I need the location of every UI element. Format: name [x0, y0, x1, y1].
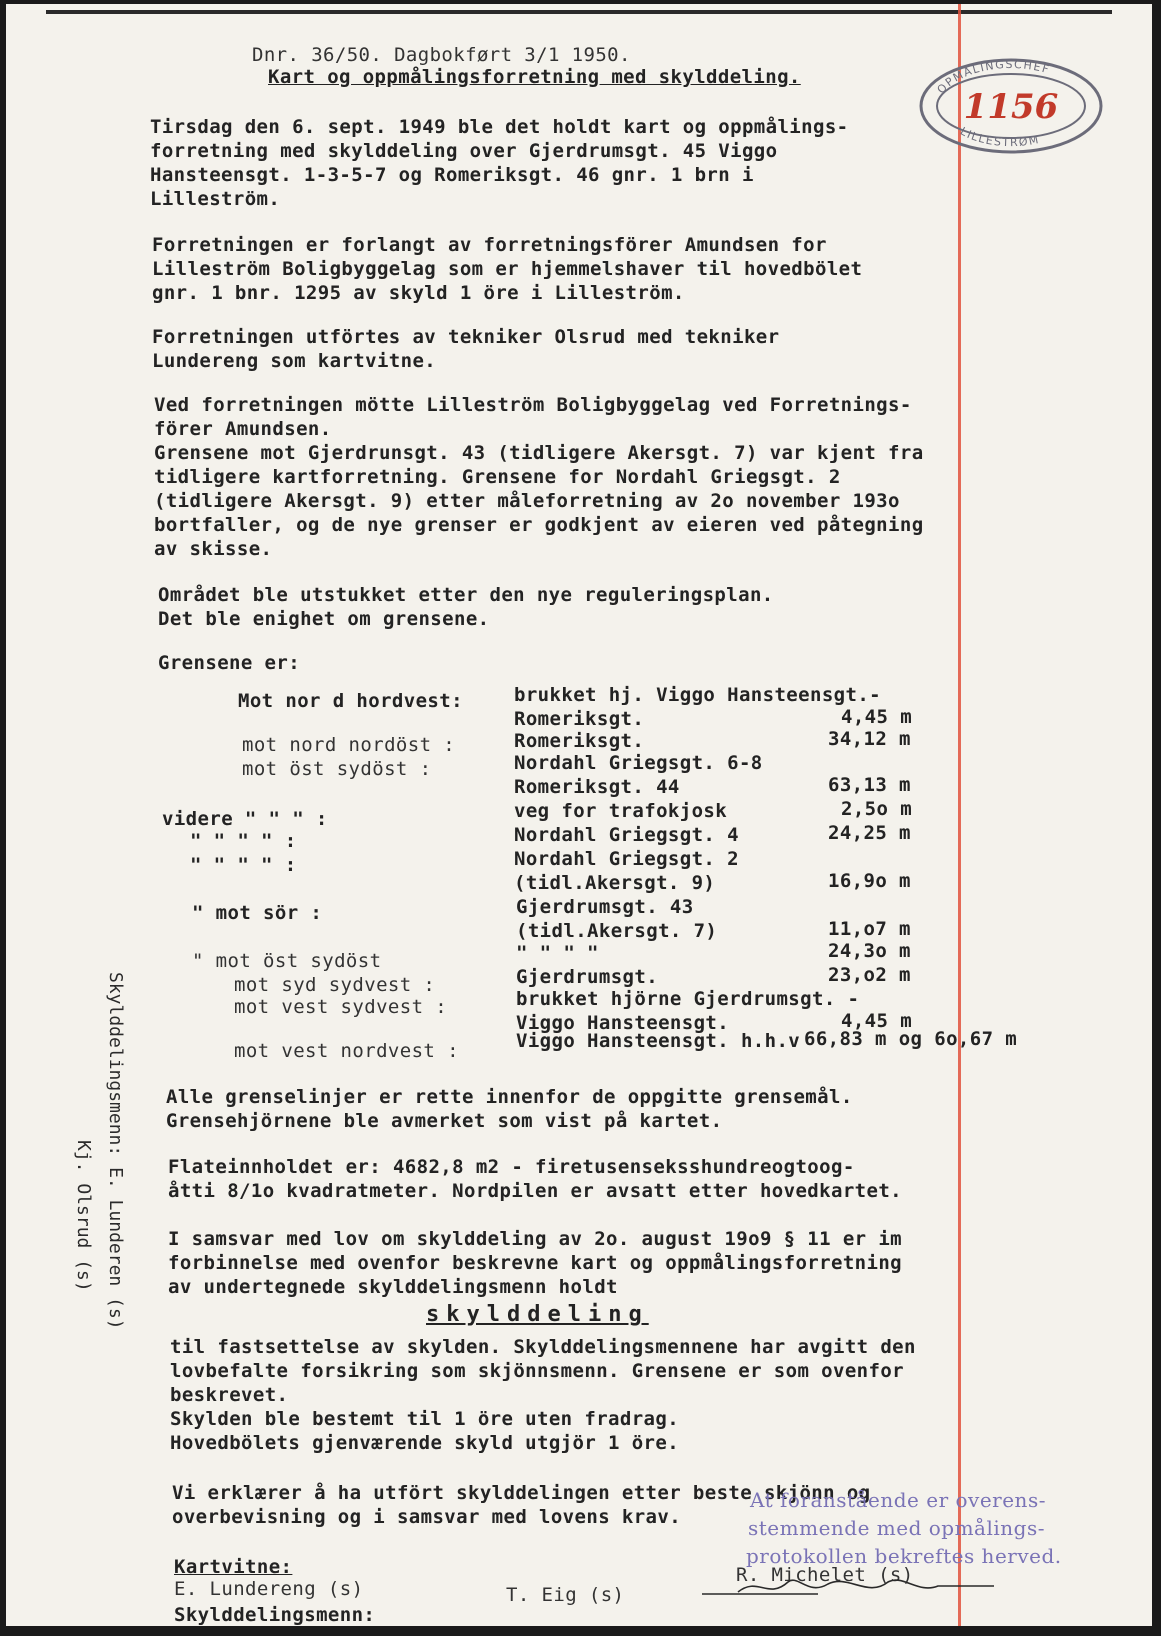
boundary-desc-14: Viggo Hansteensgt. — [516, 1012, 730, 1034]
boundary-desc-7: Nordahl Griegsgt. 2 — [514, 848, 739, 870]
performed-line-1: Forretningen utförtes av tekniker Olsrud med tekniker — [152, 326, 780, 348]
boundary-desc-1: Romeriksgt. — [514, 708, 645, 730]
declaration-line-2: overbevisning og i samsvar med lovens krav. — [172, 1506, 682, 1528]
boundary-len-12: 23,o2 m — [828, 964, 911, 986]
certification-line-3: protokollen bekreftes herved. — [746, 1544, 1062, 1568]
attendance-line-3: Grensene mot Gjerdrunsgt. 43 (tidligere Akersgt. 7) var kjent fra — [154, 442, 924, 464]
requested-line-2: Lilleström Boligbyggelag som er hjemmelshaver til hovedbölet — [152, 258, 863, 280]
staked-line-2: Det ble enighet om grensene. — [158, 608, 490, 630]
staked-line-1: Området ble utstukket etter den nye reguleringsplan. — [158, 584, 774, 606]
boundary-desc-4: Romeriksgt. 44 — [514, 776, 680, 798]
boundaries-intro: Grensene er: — [158, 652, 301, 674]
certification-line-1: At foranstående er overens- — [750, 1488, 1046, 1512]
document-page — [6, 4, 1152, 1626]
valuation-line-3: beskrevet. — [170, 1384, 289, 1406]
law-line-1: I samsvar med lov om skylddeling av 2o. august 19o9 § 11 er im — [168, 1228, 903, 1250]
boundary-dir-3: mot öst sydöst : — [242, 758, 432, 780]
boundary-desc-6: Nordahl Griegsgt. 4 — [514, 824, 739, 846]
law-line-2: forbinnelse med ovenfor beskrevne kart og oppmålingsforretning — [168, 1252, 903, 1274]
top-border — [46, 10, 1112, 14]
attendance-line-5: (tidligere Akersgt. 9) etter måleforretning av 2o november 193o — [154, 490, 900, 512]
stamp-number: 1156 — [963, 87, 1059, 127]
handwritten-signature — [698, 1572, 998, 1602]
intro-line-4: Lilleström. — [150, 188, 281, 210]
requested-line-1: Forretningen er forlangt av forretningsförer Amundsen for — [152, 234, 827, 256]
attendance-line-2: förer Amundsen. — [154, 418, 332, 440]
requested-line-3: gnr. 1 bnr. 1295 av skyld 1 öre i Lilleström. — [152, 282, 685, 304]
intro-line-2: forretning med skylddeling over Gjerdrumsgt. 45 Viggo — [150, 140, 778, 162]
boundary-len-10: 11,o7 m — [828, 918, 911, 940]
stamp-text-top: OPMÅLINGSCHEF — [934, 57, 1052, 97]
kartvitne-label: Kartvitne: — [174, 1556, 293, 1578]
boundary-desc-13: brukket hjörne Gjerdrumsgt. - — [516, 988, 860, 1010]
boundary-len-2: 34,12 m — [828, 728, 911, 750]
boundary-desc-12: Gjerdrumsgt. — [516, 966, 659, 988]
document-title: Kart og oppmålingsforretning med skylddeling. — [268, 66, 801, 88]
stamp-text-bottom: LILLESTRØM — [957, 124, 1041, 150]
straight-line-1: Alle grenselinjer er rette innenfor de oppgitte grensemål. — [166, 1086, 853, 1108]
office-stamp — [916, 56, 1106, 156]
skylddeling-heading: skylddeling — [426, 1302, 649, 1327]
boundary-desc-3: Nordahl Griegsgt. 6-8 — [514, 752, 763, 774]
eig-signature: T. Eig (s) — [506, 1584, 625, 1606]
valuation-line-4: Skylden ble bestemt til 1 öre uten fradrag. — [170, 1408, 680, 1430]
attendance-line-6: bortfaller, og de nye grenser er godkjent av eieren ved påtegning — [154, 514, 924, 536]
boundary-dir-0: Mot nor d hordvest: — [238, 690, 463, 712]
kartvitne-name: E. Lundereng (s) — [174, 1578, 364, 1600]
stamp-text-bottom-svg — [958, 125, 1041, 149]
journal-line: Dnr. 36/50. Dagbokført 3/1 1950. — [252, 44, 631, 66]
valuation-line-5: Hovedbölets gjenværende skyld utgjör 1 öre. — [170, 1432, 680, 1454]
performed-line-2: Lundereng som kartvitne. — [152, 350, 437, 372]
boundary-desc-0: brukket hj. Viggo Hansteensgt.- — [514, 684, 882, 706]
boundary-len-4: 63,13 m — [828, 774, 911, 796]
boundary-len-8: 16,9o m — [828, 870, 911, 892]
boundary-len-11: 24,3o m — [828, 940, 911, 962]
boundary-desc-2: Romeriksgt. — [514, 730, 645, 752]
boundary-dir-7: " " " " : — [190, 854, 297, 876]
boundary-desc-15: Viggo Hansteensgt. h.h.v — [516, 1030, 801, 1052]
boundary-desc-8: (tidl.Akersgt. 9) — [514, 872, 716, 894]
boundary-len-5: 2,5o m — [841, 798, 913, 820]
boundary-len-1: 4,45 m — [841, 706, 913, 728]
valuation-line-1: til fastsettelse av skylden. Skylddelingsmennene har avgitt den — [170, 1336, 916, 1358]
boundary-desc-9: Gjerdrumsgt. 43 — [516, 896, 694, 918]
boundary-desc-10: (tidl.Akersgt. 7) — [516, 920, 718, 942]
boundary-len-15: 66,83 m og 6o,67 m — [804, 1028, 1018, 1050]
boundary-dir-2: mot nord nordöst : — [242, 734, 456, 756]
michelet-signature: R. Michelet (s) — [736, 1564, 914, 1586]
intro-line-3: Hansteensgt. 1-3-5-7 og Romeriksgt. 46 gnr. 1 brn i — [150, 164, 754, 186]
attendance-line-4: tidligere kartforretning. Grensene for Nordahl Griegsgt. 2 — [154, 466, 841, 488]
boundary-len-6: 24,25 m — [828, 822, 911, 844]
boundary-dir-13: mot vest sydvest : — [234, 996, 448, 1018]
straight-line-2: Grensehjörnene ble avmerket som vist på kartet. — [166, 1110, 723, 1132]
declaration-line-1: Vi erklærer å ha utfört skylddelingen etter beste skjönn og — [172, 1482, 871, 1504]
attendance-line-1: Ved forretningen mötte Lilleström Boligbyggelag ved Forretnings- — [154, 394, 912, 416]
margin-vertical-line-1: Skylddelingsmenn: E. Lunderen (s) — [105, 972, 126, 1330]
area-line-1: Flateinnholdet er: 4682,8 m2 - firetusenseksshundreogtoog- — [168, 1156, 855, 1178]
boundary-dir-11: " mot öst sydöst — [192, 950, 382, 972]
boundary-desc-5: veg for trafokjosk — [514, 800, 728, 822]
margin-vertical-line-2: Kj. Olsrud (s) — [73, 1140, 94, 1292]
boundary-desc-11: " " " " — [516, 942, 599, 964]
law-line-3: av undertegnede skylddelingsmenn holdt — [168, 1276, 618, 1298]
skylddelingsmenn-label: Skylddelingsmenn: — [174, 1604, 376, 1626]
boundary-dir-5: videre " " " : — [162, 808, 328, 830]
boundary-dir-15: mot vest nordvest : — [234, 1040, 459, 1062]
valuation-line-2: lovbefalte forsikring som skjönnsmenn. Grensene er som ovenfor — [170, 1360, 905, 1382]
red-margin-line — [958, 4, 961, 1626]
certification-line-2: stemmende med opmålings- — [748, 1516, 1045, 1540]
attendance-line-7: av skisse. — [154, 538, 273, 560]
area-line-2: åtti 8/1o kvadratmeter. Nordpilen er avsatt etter hovedkartet. — [168, 1180, 903, 1202]
boundary-dir-9: " mot sör : — [192, 902, 323, 924]
boundary-dir-12: mot syd sydvest : — [234, 974, 436, 996]
boundary-dir-6: " " " " : — [190, 830, 297, 852]
boundary-len-14: 4,45 m — [841, 1010, 913, 1032]
intro-line-1: Tirsdag den 6. sept. 1949 ble det holdt kart og oppmålings- — [150, 116, 849, 138]
